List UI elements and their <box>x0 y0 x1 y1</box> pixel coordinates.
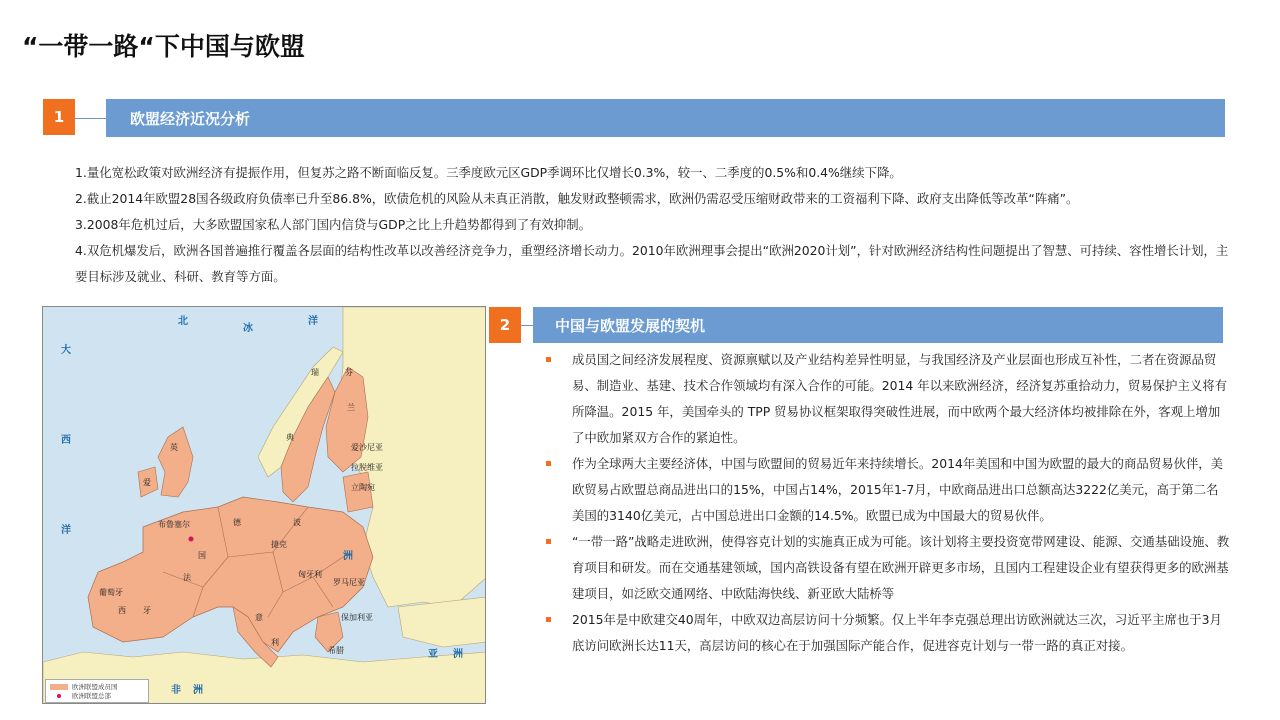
map-country-label: 意 <box>255 613 263 622</box>
legend-label: 欧洲联盟总部 <box>72 692 111 700</box>
map-country-label: 法 <box>183 573 191 582</box>
page-title: “一带一路“下中国与欧盟 <box>22 32 305 61</box>
connector-line <box>75 118 106 119</box>
legend-label: 欧洲联盟成员国 <box>72 683 118 691</box>
list-item-text: 作为全球两大主要经济体，中国与欧盟间的贸易近年来持续增长。2014年美国和中国为欧盟的最大的商品贸易伙伴，美欧贸易占欧盟总商品进出口的15%，中国占14%，2015年1-7月，中欧商品进出口总额高达3222亿美元，高于第二名美国的3140亿美元，占中国总进出口金额的14.5%。欧盟已成为中国最大的贸易伙伴。 <box>572 456 1224 523</box>
bullet-icon <box>546 617 551 622</box>
section-number-badge: 2 <box>489 307 521 343</box>
map-country-label: 典 <box>286 433 294 442</box>
map-country-label: 捷克 <box>271 540 287 549</box>
map-country-label: 西 <box>118 606 126 615</box>
eu-map <box>42 306 486 704</box>
section1-paragraphs <box>75 160 1240 290</box>
list-item-text: “一带一路”战略走进欧洲，使得容克计划的实施真正成为可能。该计划将主要投资宽带网建设、能源、交通基础设施、教育项目和研发。而在交通基建领域，国内高铁设备有望在欧洲开辟更多市场，且国内工程建设企业有望获得更多的欧洲基建项目，如泛欧交通网络、中欧陆海快线、新亚欧大陆桥等 <box>572 534 1230 601</box>
list-item-text: 2015年是中欧建交40周年，中欧双边高层访问十分频繁。仅上半年李克强总理出访欧洲就达三次，习近平主席也于3月底访问欧洲长达11天，高层访问的核心在于加强国际产能合作，促进容克计划与一带一路的真正对接。 <box>572 612 1222 653</box>
map-country-label: 葡萄牙 <box>99 588 123 597</box>
map-country-label: 立陶宛 <box>351 483 375 492</box>
europe-map-drawing <box>43 307 486 704</box>
map-country-label: 保加利亚 <box>341 613 373 622</box>
map-region-label: 亚 <box>428 649 438 660</box>
list-item <box>546 529 1230 607</box>
list-item-text: 成员国之间经济发展程度、资源禀赋以及产业结构差异性明显，与我国经济及产业层面也形成互补性，二者在资源品贸易、制造业、基建、技术合作领域均有深入合作的可能。2014 年以来欧洲经济，经济复苏重拾动力，贸易保护主义将有所降温。2015 年，美国牵头的 TPP 贸易协议框架取得突破性进展，而中欧两个最大经济体均被排除在外，客观上增加了中欧加紧双方合作的紧迫性。 <box>572 352 1228 445</box>
bullet-icon <box>546 357 551 362</box>
map-ocean-label: 冰 <box>243 323 253 334</box>
map-country-label: 罗马尼亚 <box>333 578 365 587</box>
map-ocean-label: 北 <box>178 316 188 327</box>
map-ocean-label: 洋 <box>61 525 71 536</box>
legend-swatch <box>50 684 68 690</box>
map-legend <box>45 679 149 703</box>
map-country-label: 英 <box>170 443 178 452</box>
paragraph: 4.双危机爆发后，欧洲各国普遍推行覆盖各层面的结构性改革以改善经济竞争力，重塑经济增长动力。2010年欧洲理事会提出“欧洲2020计划”，针对欧洲经济结构性问题提出了智慧、可持续、容性增长计划，主要目标涉及就业、科研、教育等方面。 <box>75 243 1229 284</box>
map-country-label: 牙 <box>143 606 151 615</box>
map-country-label: 匈牙利 <box>298 570 322 579</box>
map-country-label: 兰 <box>347 403 355 412</box>
map-ocean-label: 洋 <box>308 316 318 327</box>
map-region-label: 非 <box>171 685 181 696</box>
map-region-label: 洲 <box>343 551 353 562</box>
map-country-label: 瑞 <box>311 368 319 377</box>
map-country-label: 国 <box>198 551 206 560</box>
list-item <box>546 347 1230 451</box>
map-region-label: 洲 <box>193 685 203 696</box>
paragraph: 1.量化宽松政策对欧洲经济有提振作用，但复苏之路不断面临反复。三季度欧元区GDP季调环比仅增长0.3%，较一、二季度的0.5%和0.4%继续下降。 <box>75 165 902 180</box>
map-country-label: 爱 <box>143 478 151 487</box>
connector-line <box>521 325 533 326</box>
map-country-label: 芬 <box>345 368 353 377</box>
section-number-badge: 1 <box>43 99 75 135</box>
section-heading-bar: 欧盟经济近况分析 <box>106 99 1225 137</box>
bullet-icon <box>546 461 551 466</box>
map-ocean-label: 大 <box>61 345 71 356</box>
map-country-label: 波 <box>293 518 301 527</box>
map-country-label: 希腊 <box>328 646 344 655</box>
map-country-label: 布鲁塞尔 <box>158 520 190 529</box>
map-ocean-label: 西 <box>61 435 71 446</box>
list-item <box>546 607 1230 659</box>
map-country-label: 爱沙尼亚 <box>351 443 383 452</box>
map-country-label: 拉脱维亚 <box>351 463 383 472</box>
legend-dot <box>57 694 61 698</box>
map-country-label: 利 <box>271 638 279 647</box>
list-item <box>546 451 1230 529</box>
map-country-label: 德 <box>233 518 241 527</box>
section2-list <box>546 347 1230 659</box>
paragraph: 2.截止2014年欧盟28国各级政府负债率已升至86.8%，欧债危机的风险从未真正消散，触发财政整顿需求，欧洲仍需忍受压缩财政带来的工资福利下降、政府支出降低等改革“阵痛”。 <box>75 191 1079 206</box>
map-region-label: 洲 <box>453 649 463 660</box>
bullet-icon <box>546 539 551 544</box>
section-heading-bar: 中国与欧盟发展的契机 <box>533 307 1223 343</box>
paragraph: 3.2008年危机过后，大多欧盟国家私人部门国内信贷与GDP之比上升趋势都得到了有效抑制。 <box>75 217 592 232</box>
